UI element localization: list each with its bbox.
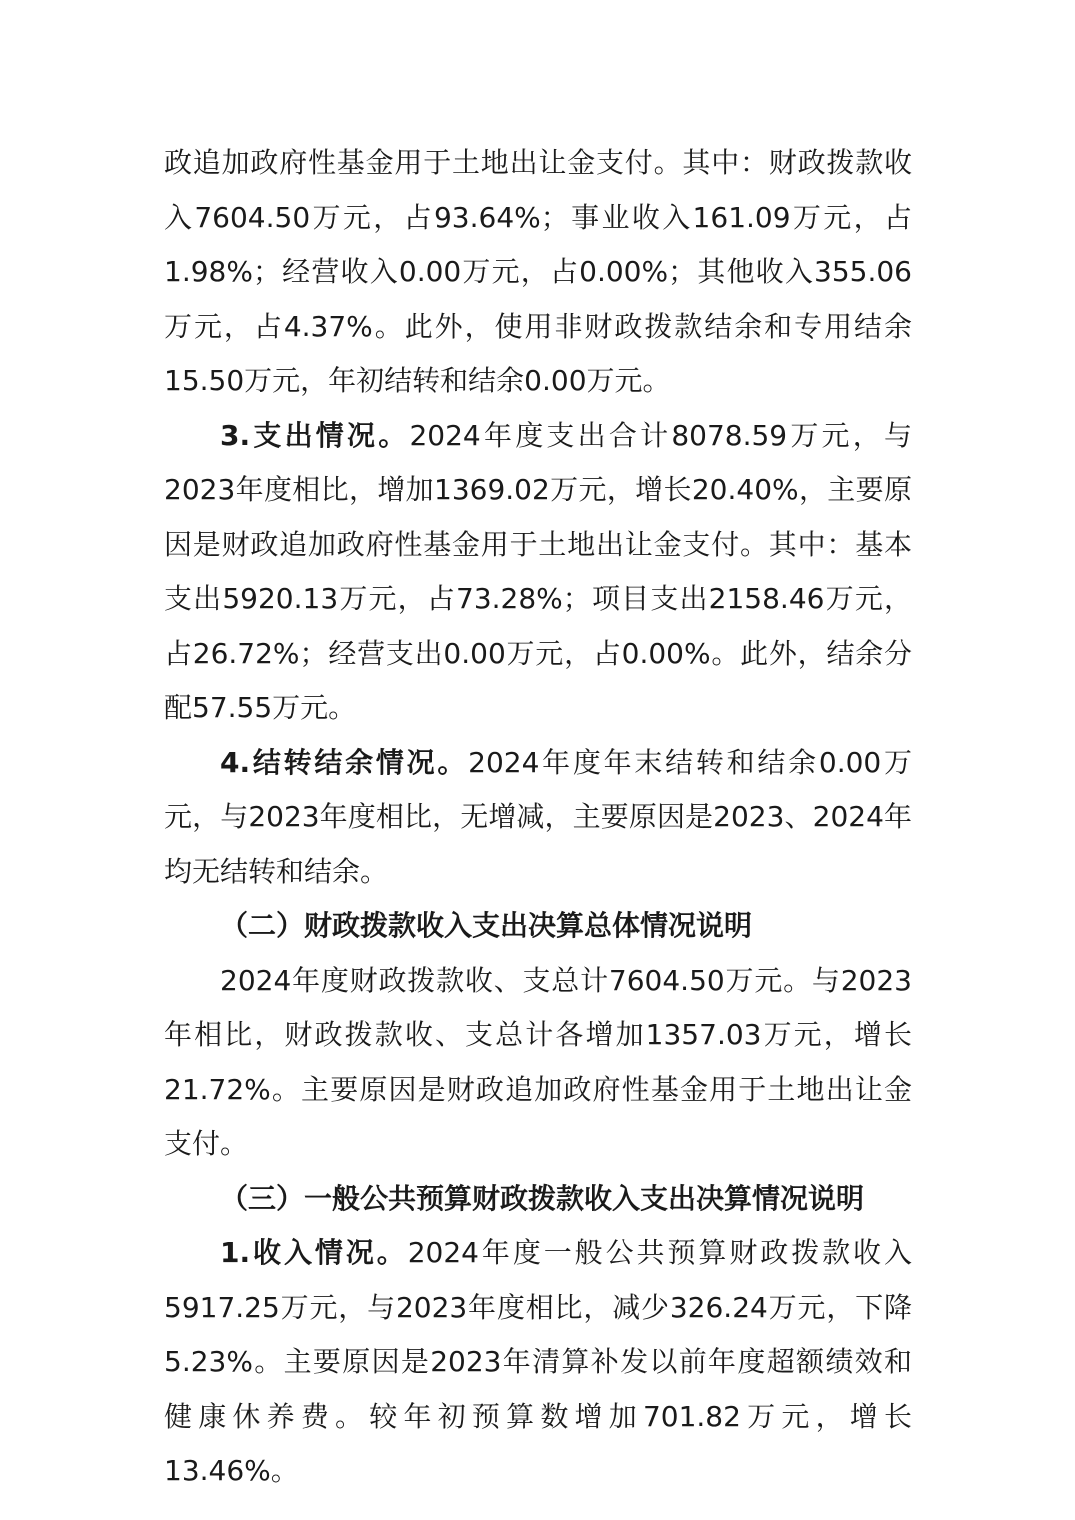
paragraph-general-budget-income bbox=[164, 1226, 912, 1499]
expenditure-body: 2024年度支出合计8078.59万元，与2023年度相比，增加1369.02万元，增长20.40%，主要原因是财政追加政府性基金用于土地出让金支付。其中：基本支出5920.13万元，占73.28%；项目支出2158.46万元，占26.72%；经营支出0.00万元，占0.00%。此外，结余分配57.55万元。 bbox=[164, 418, 913, 724]
carryover-lead: 4.结转结余情况。 bbox=[220, 745, 469, 779]
section-heading-2: （二）财政拨款收入支出决算总体情况说明 bbox=[220, 909, 753, 942]
general-budget-lead: 1.收入情况。 bbox=[220, 1236, 408, 1269]
paragraph-fiscal-total: 2024年度财政拨款收、支总计7604.50万元。与2023年相比，财政拨款收、支总计各增加1357.03万元，增长21.72%。主要原因是财政追加政府性基金用于土地出让金支付。 bbox=[164, 963, 912, 1160]
general-budget-body: 2024年度一般公共预算财政拨款收入5917.25万元，与2023年度相比，减少326.24万元，下降5.23%。主要原因是2023年清算补发以前年度超额绩效和健康休养费。较年初预算数增加701.82万元，增长13.46%。 bbox=[164, 1236, 912, 1487]
paragraph-carryover bbox=[164, 736, 912, 900]
paragraph-expenditure bbox=[164, 409, 912, 736]
document-body bbox=[164, 136, 912, 1499]
expenditure-lead: 3.支出情况。 bbox=[220, 418, 410, 452]
carryover-body: 2024年度年末结转和结余0.00万元，与2023年度相比，无增减，主要原因是2023、2024年均无结转和结余。 bbox=[164, 745, 913, 888]
paragraph-income-breakdown: 政追加政府性基金用于土地出让金支付。其中：财政拨款收入7604.50万元，占93.64%；事业收入161.09万元，占1.98%；经营收入0.00万元，占0.00%；其他收入355.06万元，占4.37%。此外，使用非财政拨款结余和专用结余15.50万元，年初结转和结余0.00万元。 bbox=[164, 146, 912, 397]
section-heading-3: （三）一般公共预算财政拨款收入支出决算情况说明 bbox=[220, 1181, 865, 1215]
